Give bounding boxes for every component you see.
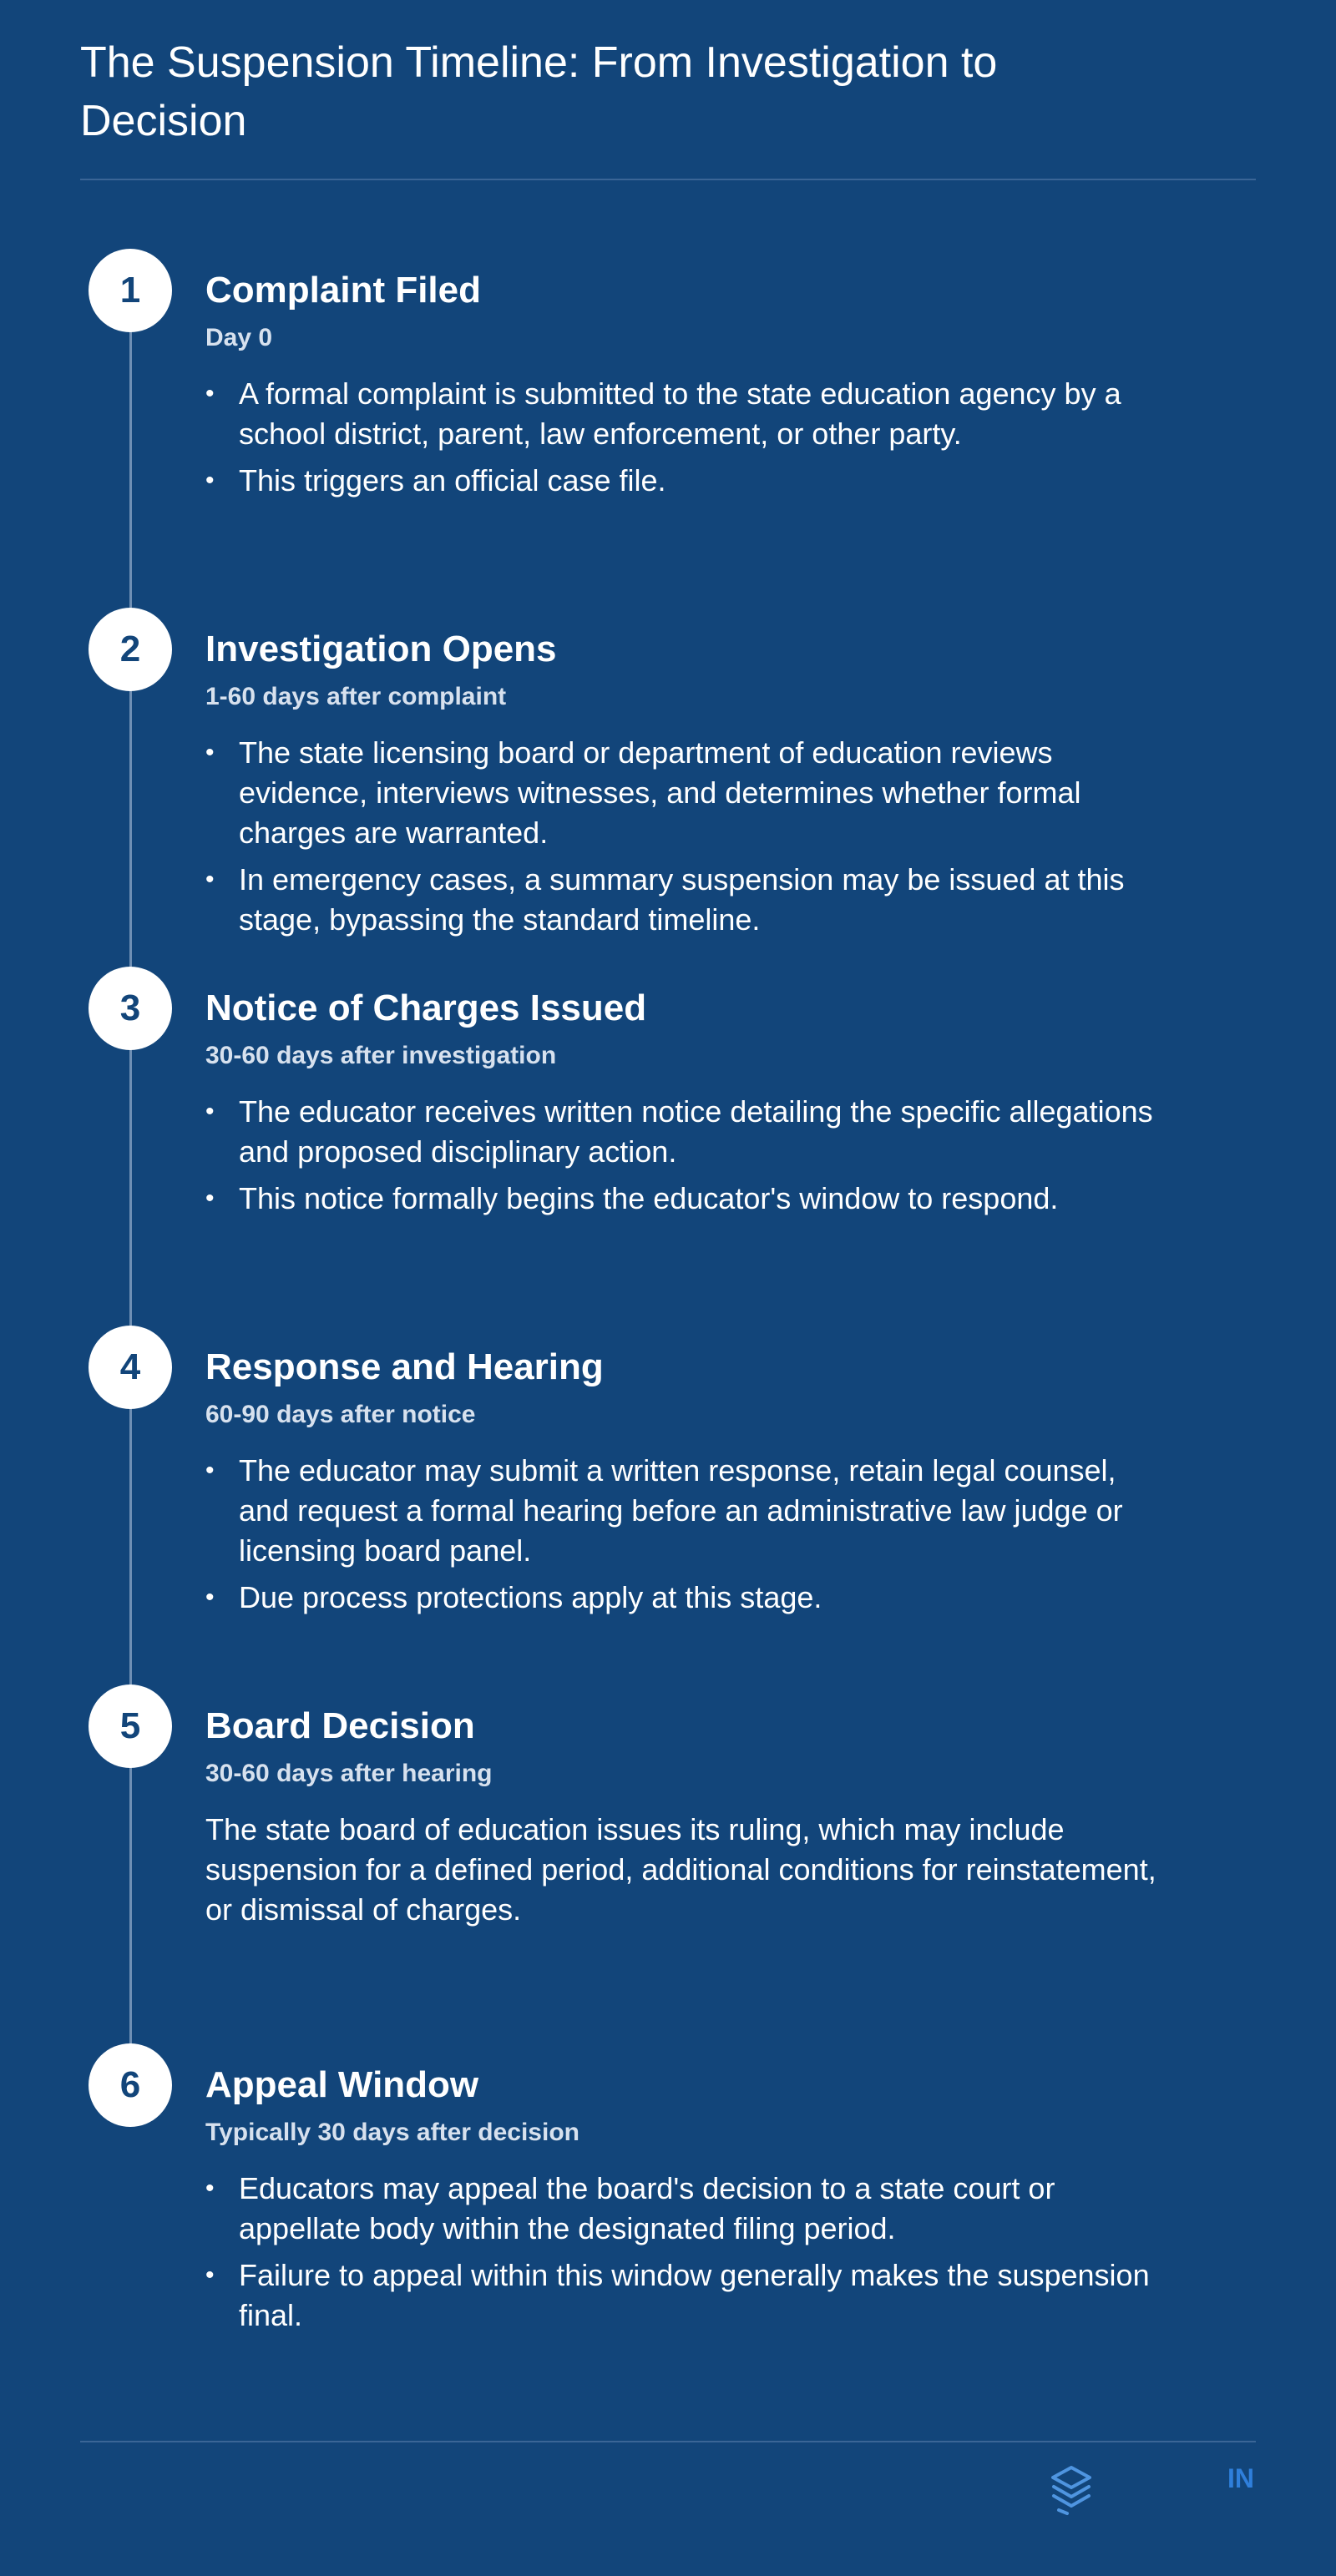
timeline-connector-line xyxy=(129,290,132,2095)
step-timing: 30-60 days after hearing xyxy=(205,1760,493,1787)
step-bullet: • Failure to appeal within this window generally makes the suspension final. xyxy=(205,2255,1166,2336)
step-bullet: • In emergency cases, a summary suspension may be issued at this stage, bypassing the standard timeline. xyxy=(205,860,1166,940)
step-title: Complaint Filed xyxy=(205,270,481,311)
footer-divider xyxy=(80,2441,1256,2442)
step-bullet-list xyxy=(205,2169,1166,2336)
step-number-badge: 4 xyxy=(89,1326,172,1409)
step-bullet-list xyxy=(205,1451,1166,1618)
header-divider xyxy=(80,179,1256,180)
step-bullet-list xyxy=(205,733,1166,940)
step-number-badge: 1 xyxy=(89,249,172,332)
step-timing: 60-90 days after notice xyxy=(205,1401,476,1428)
step-content xyxy=(205,985,1166,1225)
step-bullet: • Due process protections apply at this stage. xyxy=(205,1578,1166,1618)
step-bullet: • The educator may submit a written response, retain legal counsel, and request a formal hearing before an administrative law judge or licensing board panel. xyxy=(205,1451,1166,1571)
step-content xyxy=(205,2062,1166,2342)
step-title: Notice of Charges Issued xyxy=(205,987,647,1028)
step-content xyxy=(205,626,1166,947)
step-description: The state board of education issues its ruling, which may include suspension for a defined period, additional conditions for reinstatement, or dismissal of charges. xyxy=(205,1812,1156,1927)
page-title: The Suspension Timeline: From Investigation to Decision xyxy=(80,38,998,145)
step-timing: Day 0 xyxy=(205,324,273,351)
timeline-page xyxy=(80,0,1256,2576)
step-title: Board Decision xyxy=(205,1705,475,1746)
step-number-badge: 6 xyxy=(89,2043,172,2127)
step-number-badge: 2 xyxy=(89,608,172,691)
step-title: Appeal Window xyxy=(205,2064,479,2105)
step-number-badge: 5 xyxy=(89,1685,172,1768)
step-content xyxy=(205,1344,1166,1624)
step-bullet: • This notice formally begins the educator's window to respond. xyxy=(205,1179,1166,1219)
step-bullet-list xyxy=(205,1092,1166,1219)
step-bullet-list xyxy=(205,374,1166,501)
step-timing: 30-60 days after investigation xyxy=(205,1042,557,1069)
step-content xyxy=(205,267,1166,508)
step-number-badge: 3 xyxy=(89,967,172,1050)
step-content xyxy=(205,1703,1166,1930)
stacked-layers-icon xyxy=(1047,2462,1096,2516)
step-bullet: • Educators may appeal the board's decision to a state court or appellate body within the designated filing period. xyxy=(205,2169,1166,2249)
step-bullet: • The educator receives written notice detailing the specific allegations and proposed disciplinary action. xyxy=(205,1092,1166,1172)
footer-brand-label: IN xyxy=(1227,2463,1254,2493)
step-timing: 1-60 days after complaint xyxy=(205,683,507,710)
step-bullet: • A formal complaint is submitted to the state education agency by a school district, parent, law enforcement, or other party. xyxy=(205,374,1166,454)
step-bullet: • The state licensing board or department of education reviews evidence, interviews witnesses, and determines whether formal charges are warranted. xyxy=(205,733,1166,853)
step-timing: Typically 30 days after decision xyxy=(205,2119,579,2146)
step-title: Investigation Opens xyxy=(205,629,557,669)
step-title: Response and Hearing xyxy=(205,1346,604,1387)
step-bullet: • This triggers an official case file. xyxy=(205,461,1166,501)
